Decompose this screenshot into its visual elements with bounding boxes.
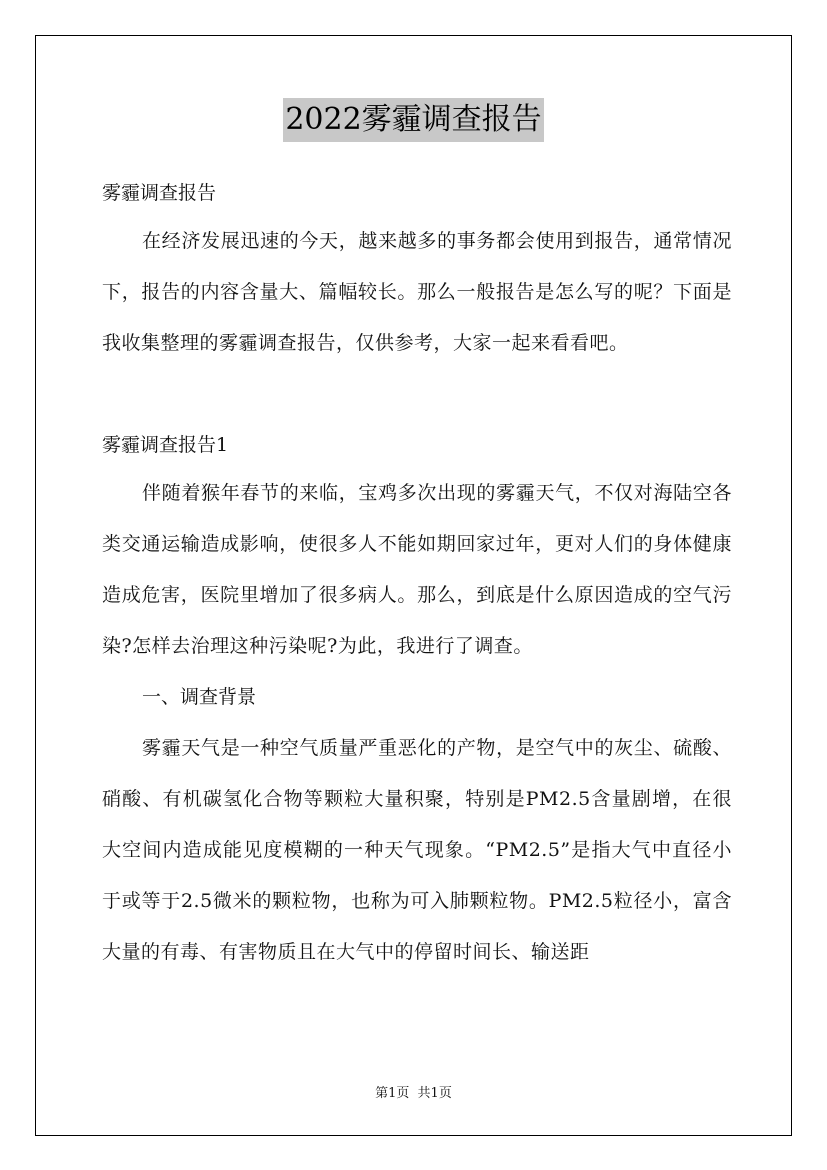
page-footer: 第1页 共1页 <box>375 1086 452 1101</box>
background-heading: 一、调查背景 <box>142 686 257 708</box>
intro-paragraph: 在经济发展迅速的今天，越来越多的事务都会使用到报告，通常情况下，报告的内容含量大、篇幅较长。那么一般报告是怎么写的呢？下面是我收集整理的雾霾调查报告，仅供参考，大家一起来看看吧。 <box>102 230 732 354</box>
section-title: 雾霾调查报告1 <box>102 434 229 456</box>
section-paragraph: 伴随着猴年春节的来临，宝鸡多次出现的雾霾天气，不仅对海陆空各类交通运输造成影响，使很多人不能如期回家过年，更对人们的身体健康造成危害，医院里增加了很多病人。那么，到底是什么原因造成的空气污染?怎样去治理这种污染呢?为此，我进行了调查。 <box>102 482 732 657</box>
section-gap <box>102 369 732 422</box>
document-title: 2022雾霾调查报告 <box>283 98 543 142</box>
document-body <box>102 170 732 978</box>
title-wrap <box>0 98 827 142</box>
background-paragraph: 雾霾天气是一种空气质量严重恶化的产物，是空气中的灰尘、硫酸、硝酸、有机碳氢化合物等颗粒大量积聚，特别是PM2.5含量剧增，在很大空间内造成能见度模糊的一种天气现象。“PM2.5”是指大气中直径小于或等于2.5微米的颗粒物，也称为可入肺颗粒物。PM2.5粒径小，富含大量的有毒、有害物质且在大气中的停留时间长、输送距 <box>102 737 732 963</box>
document-heading: 雾霾调查报告 <box>102 182 217 204</box>
